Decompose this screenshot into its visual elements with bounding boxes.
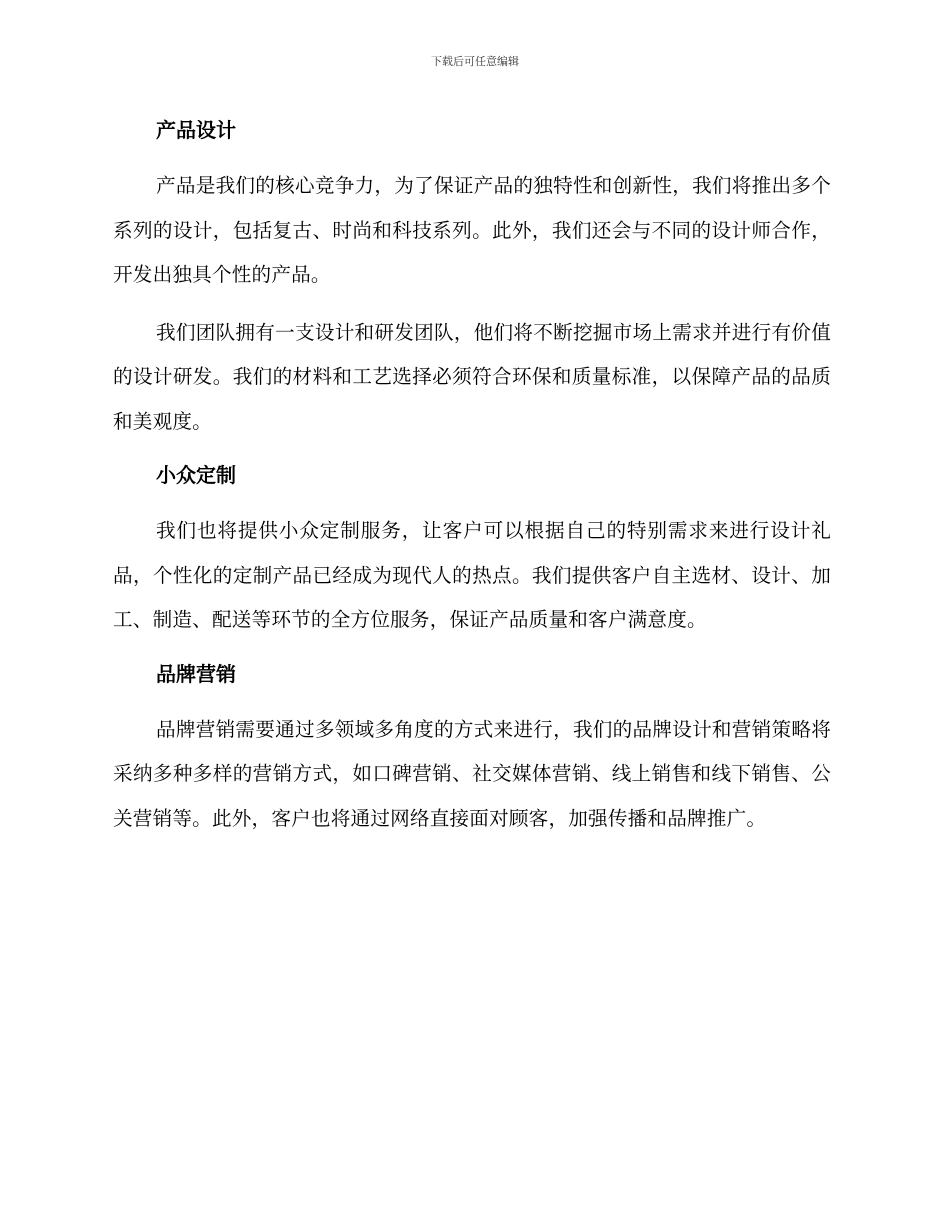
paragraph: 我们团队拥有一支设计和研发团队，他们将不断挖掘市场上需求并进行有价值的设计研发。我们的材料和工艺选择必须符合环保和质量标准，以保障产品的品质和美观度。 [113, 320, 831, 433]
section-heading-product-design: 产品设计 [156, 118, 236, 142]
document-body [113, 112, 831, 841]
section-heading-niche-customization: 小众定制 [156, 463, 236, 487]
section-heading-brand-marketing: 品牌营销 [156, 661, 236, 686]
paragraph: 品牌营销需要通过多领域多角度的方式来进行，我们的品牌设计和营销策略将采纳多种多样的营销方式，如口碑营销、社交媒体营销、线上销售和线下销售、公关营销等。此外，客户也将通过网络直接面对顾客，加强传播和品牌推广。 [113, 717, 831, 830]
header-note: 下载后可任意编辑 [431, 55, 519, 68]
paragraph: 产品是我们的核心竞争力，为了保证产品的独特性和创新性，我们将推出多个系列的设计，包括复古、时尚和科技系列。此外，我们还会与不同的设计师合作，开发出独具个性的产品。 [113, 174, 831, 286]
paragraph: 我们也将提供小众定制服务，让客户可以根据自己的特别需求来进行设计礼品，个性化的定制产品已经成为现代人的热点。我们提供客户自主选材、设计、加工、制造、配送等环节的全方位服务，保证产品质量和客户满意度。 [113, 519, 831, 631]
